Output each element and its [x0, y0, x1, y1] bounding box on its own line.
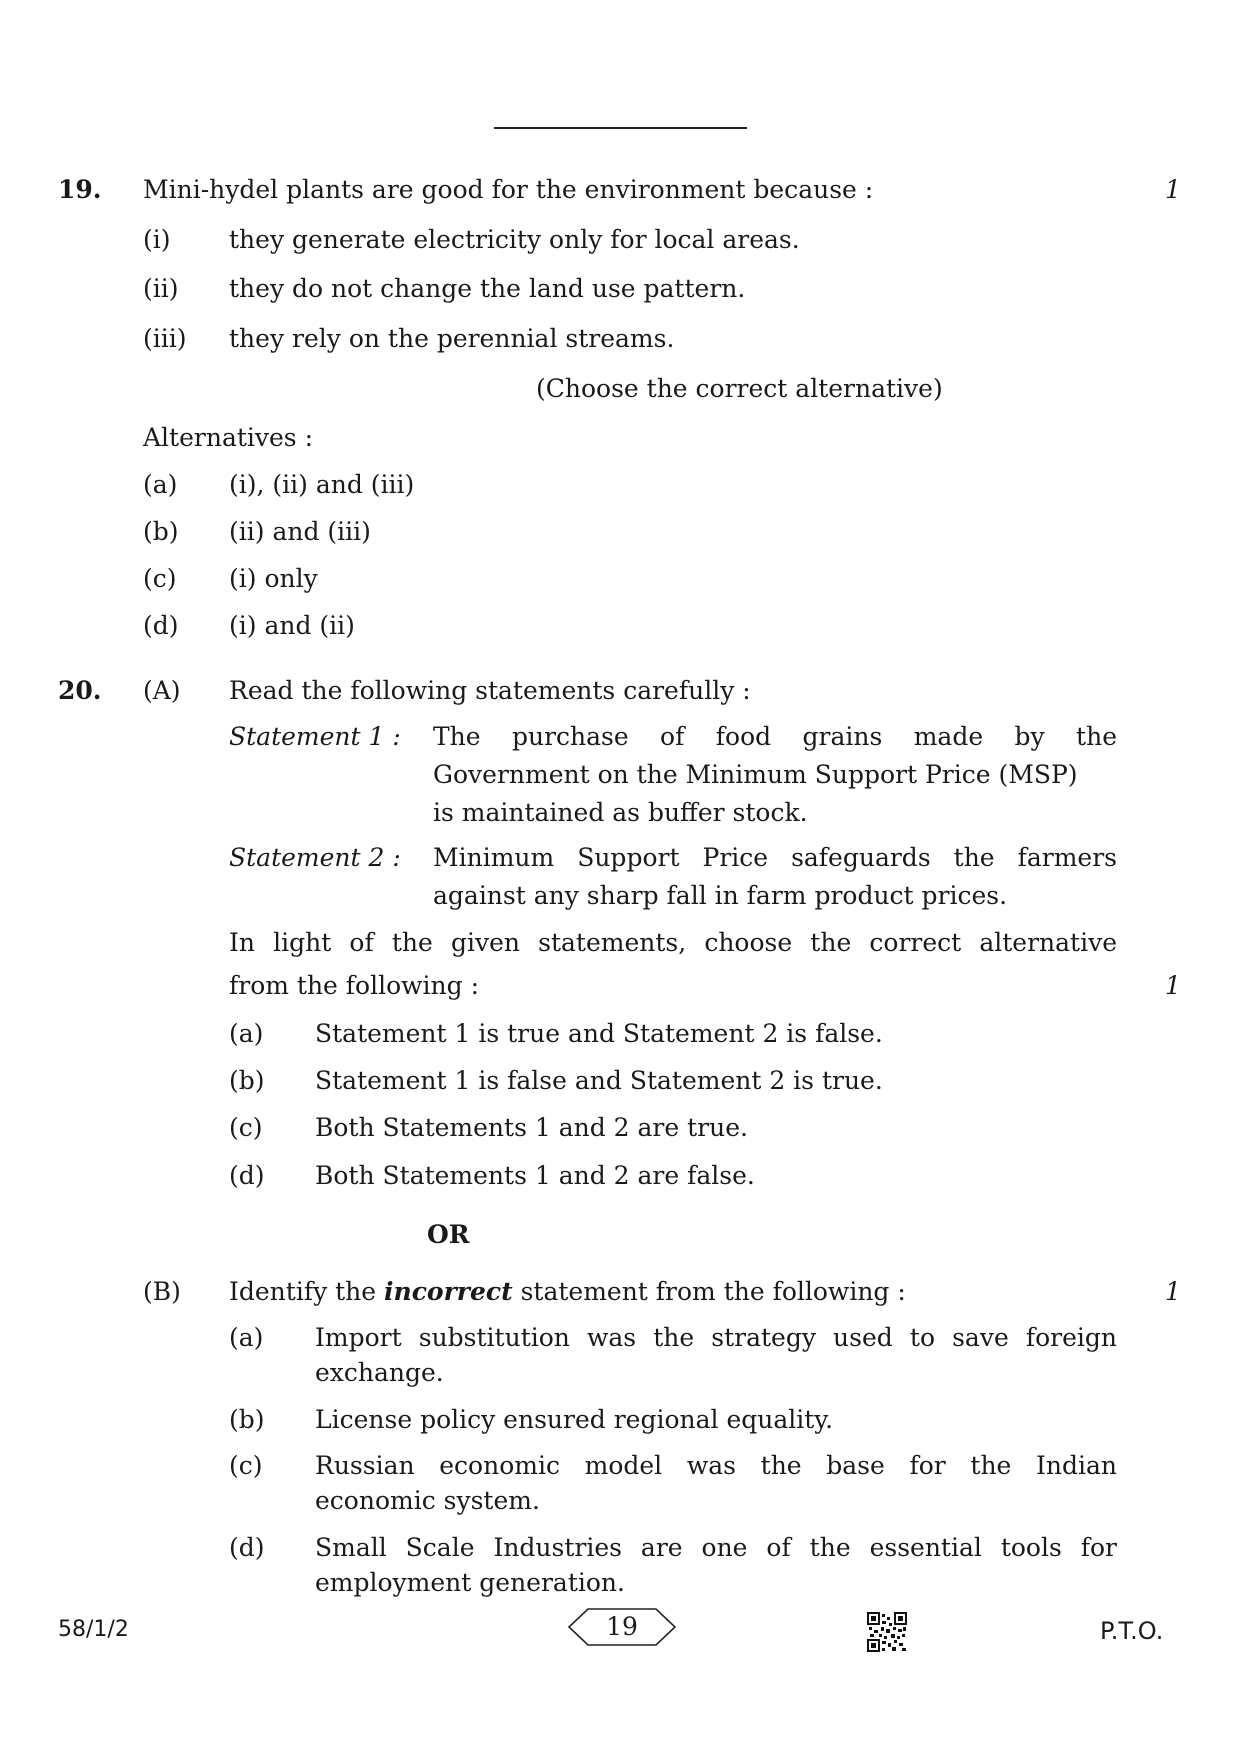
q20-part-b-stem-emphasis: incorrect	[384, 1277, 513, 1306]
q20-part-a-prompt-line: In light of the given statements, choose the correct alternative	[229, 928, 1117, 957]
q20-b-option-label: (a)	[229, 1323, 264, 1352]
q20-part-a-label: (A)	[143, 676, 181, 705]
q19-option-label: (d)	[143, 611, 179, 640]
q19-option-label: (a)	[143, 470, 178, 499]
or-separator: OR	[427, 1220, 470, 1249]
q20-a-option-text: Both Statements 1 and 2 are true.	[315, 1113, 748, 1142]
q20-b-option-line: Russian economic model was the base for the Indian	[315, 1451, 1117, 1480]
q20-a-option-text: Statement 1 is false and Statement 2 is true.	[315, 1066, 883, 1095]
q19-option-text: (i), (ii) and (iii)	[229, 470, 415, 499]
q19-statement-text: they rely on the perennial streams.	[229, 324, 675, 353]
q20-a-option-text: Statement 1 is true and Statement 2 is false.	[315, 1019, 883, 1048]
question-20-number: 20.	[58, 676, 102, 705]
page-number: 19	[606, 1612, 638, 1641]
q20-b-option-line: employment generation.	[315, 1568, 625, 1597]
page-number-badge	[566, 1606, 678, 1648]
q20-part-b-marks: 1	[1165, 1277, 1181, 1306]
q19-option-label: (c)	[143, 564, 177, 593]
q20-part-a-marks: 1	[1165, 971, 1181, 1000]
question-19-marks: 1	[1165, 175, 1181, 204]
pto-label: P.T.O.	[1100, 1617, 1164, 1645]
q20-a-option-label: (c)	[229, 1113, 263, 1142]
q20-b-option-line: economic system.	[315, 1486, 540, 1515]
q20-part-b-stem	[229, 1279, 906, 1304]
q20-part-b-label: (B)	[143, 1277, 181, 1306]
q19-option-label: (b)	[143, 517, 179, 546]
q20-b-option-label: (b)	[229, 1405, 265, 1434]
q20-a-option-text: Both Statements 1 and 2 are false.	[315, 1161, 755, 1190]
q20-b-option-line: Import substitution was the strategy used to save foreign	[315, 1323, 1117, 1352]
q20-b-option-line: License policy ensured regional equality.	[315, 1405, 834, 1434]
question-19-number: 19.	[58, 175, 102, 204]
q19-alternatives-heading: Alternatives :	[143, 423, 314, 452]
statement-1-line: Government on the Minimum Support Price (MSP)	[433, 760, 1078, 789]
q19-option-text: (ii) and (iii)	[229, 517, 371, 546]
statement-2-label: Statement 2 :	[229, 843, 401, 872]
statement-1-label: Statement 1 :	[229, 722, 401, 751]
question-19-stem: Mini-hydel plants are good for the environment because :	[143, 175, 874, 204]
q20-a-option-label: (d)	[229, 1161, 265, 1190]
q20-b-option-line: Small Scale Industries are one of the essential tools for	[315, 1533, 1117, 1562]
q20-a-option-label: (a)	[229, 1019, 264, 1048]
q20-b-option-line: exchange.	[315, 1358, 444, 1387]
q20-part-b-stem-before: Identify the	[229, 1277, 385, 1306]
q20-a-option-label: (b)	[229, 1066, 265, 1095]
top-rule	[494, 127, 747, 129]
q19-statement-text: they do not change the land use pattern.	[229, 274, 746, 303]
q19-statement-label: (i)	[143, 225, 171, 254]
qr-code-icon	[867, 1612, 907, 1652]
paper-code: 58/1/2	[58, 1617, 129, 1642]
q19-statement-label: (iii)	[143, 324, 187, 353]
q20-part-a-prompt-line: from the following :	[229, 971, 480, 1000]
q20-b-option-label: (c)	[229, 1451, 263, 1480]
q19-statement-label: (ii)	[143, 274, 179, 303]
q19-instruction: (Choose the correct alternative)	[536, 374, 943, 403]
statement-1-line: is maintained as buffer stock.	[433, 798, 808, 827]
q20-part-a-stem: Read the following statements carefully :	[229, 676, 751, 705]
q20-b-option-label: (d)	[229, 1533, 265, 1562]
q19-statement-text: they generate electricity only for local areas.	[229, 225, 800, 254]
statement-2-line: Minimum Support Price safeguards the farmers	[433, 843, 1117, 872]
q19-option-text: (i) and (ii)	[229, 611, 355, 640]
q20-part-b-stem-after: statement from the following :	[512, 1277, 906, 1306]
statement-1-line: The purchase of food grains made by the	[433, 722, 1117, 751]
q19-option-text: (i) only	[229, 564, 318, 593]
statement-2-line: against any sharp fall in farm product prices.	[433, 881, 1008, 910]
